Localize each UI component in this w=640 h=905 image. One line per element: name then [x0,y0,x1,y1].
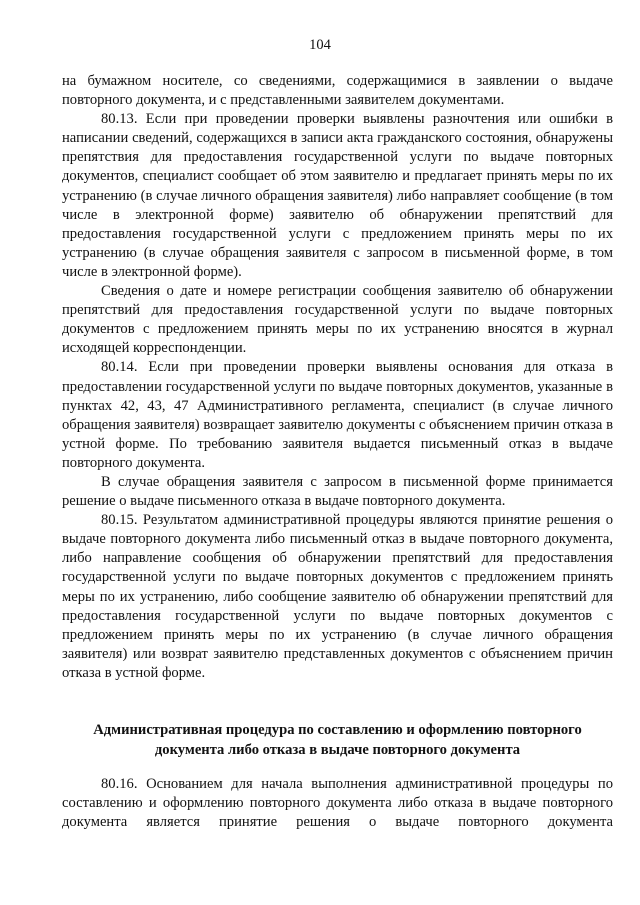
section-heading: Административная процедура по составлению и оформлению повторного документа либо отказа в выдаче повторного документа [93,722,582,758]
paragraph-80-14: 80.14. Если при проведении проверки выявлены основания для отказа в предоставлении государственной услуги по выдаче повторных документов, указанные в пунктах 42, 43, 47 Административного регламента, специалист (в случае личного обращения заявителя) возвращает заявителю документы с объяснением причин отказа в устной форме. По требованию заявителя выдается письменный отказ в выдаче повторного документа. [62,359,613,471]
paragraph-80-16: 80.16. Основанием для начала выполнения административной процедуры по составлению и оформлению повторного документа либо отказа в выдаче повторного документа является принятие решения о выдаче повторного документа [62,776,613,831]
section-body [62,775,613,832]
page-number: 104 [309,37,331,53]
paragraph-registration-info: Сведения о дате и номере регистрации сообщения заявителю об обнаружении препятствий для предоставления государственной услуги по выдаче повторных документов с предложением принять меры по их устранению вносятся в журнал исходящей корреспонденции. [62,283,613,357]
paragraph-80-13: 80.13. Если при проведении проверки выявлены разночтения или ошибки в написании сведений, содержащихся в записи акта гражданского состояния, обнаружены препятствия для предоставления государственной услуги по выдаче повторных документов, специалист сообщает об этом заявителю и предлагает принять меры по их устранению (в случае личного обращения заявителя) либо направляет сообщение (в том числе в электронной форме) заявителю об обнаружении препятствий для предоставления государственной услуги с предложением принять меры по их устранению (в случае обращения заявителя с запросом в письменной форме, в том числе в электронной форме). [62,111,613,280]
body-text [62,72,613,683]
paragraph-written-request: В случае обращения заявителя с запросом в письменной форме принимается решение о выдаче письменного отказа в выдаче повторного документа. [62,473,613,510]
paragraph-continuation: на бумажном носителе, со сведениями, содержащимися в заявлении о выдаче повторного документа, и с представленными заявителем документами. [62,73,613,109]
paragraph-80-15: 80.15. Результатом административной процедуры являются принятие решения о выдаче повторного документа либо письменный отказ в выдаче повторного документа, либо направление сообщения об обнаружении препятствий для предоставления государственной услуги по выдаче повторных документов с предложением принять меры по их устранению, либо сообщение заявителю об обнаружении препятствий для предоставления государственной услуги по выдаче повторных документов с предложением принять меры по их устранению (в случае личного обращения заявителя) или возврат заявителю представленных документов с объяснением причин отказа в устной форме. [62,512,613,681]
